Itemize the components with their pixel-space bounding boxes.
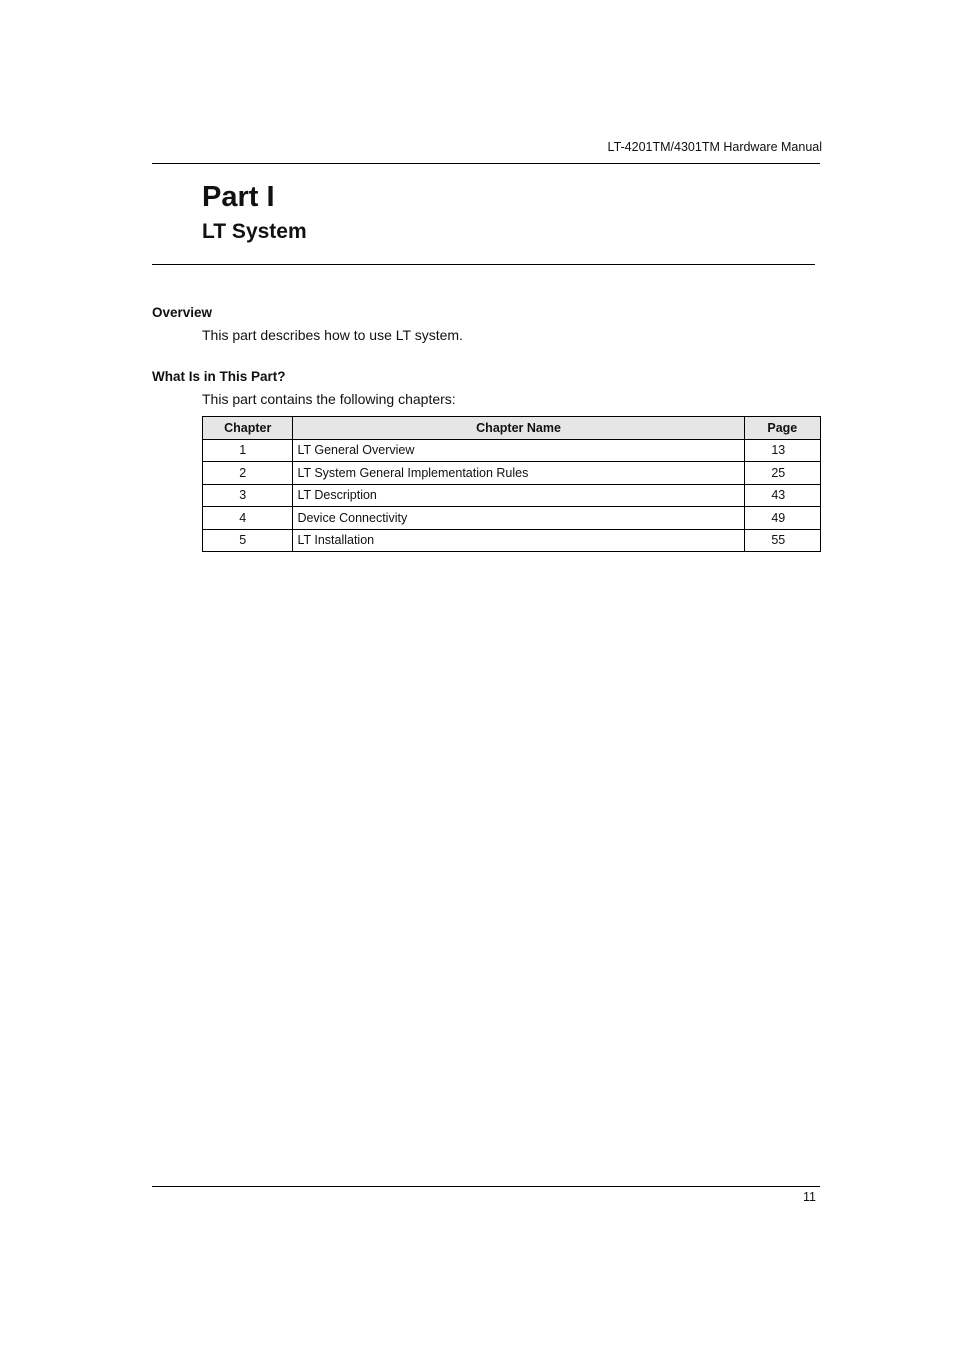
- table-header-row: [203, 417, 821, 440]
- chapter-name: LT Installation: [293, 529, 744, 552]
- chapter-name: LT General Overview: [293, 439, 744, 462]
- column-header-chapter: Chapter: [203, 417, 293, 440]
- chapter-name: LT System General Implementation Rules: [293, 462, 744, 485]
- chapter-page: 55: [744, 529, 820, 552]
- part-subtitle: LT System: [202, 220, 307, 243]
- chapter-page: 43: [744, 484, 820, 507]
- chapter-number: 2: [203, 462, 293, 485]
- chapter-page: 49: [744, 507, 820, 530]
- table-row: [203, 462, 821, 485]
- chapter-number: 4: [203, 507, 293, 530]
- table-row: [203, 529, 821, 552]
- chapter-number: 1: [203, 439, 293, 462]
- footer-divider: [152, 1186, 820, 1187]
- overview-heading: Overview: [152, 305, 213, 320]
- column-header-chapter-name: Chapter Name: [293, 417, 744, 440]
- what-is-heading: What Is in This Part?: [152, 369, 286, 384]
- chapter-name: Device Connectivity: [293, 507, 744, 530]
- what-is-text: This part contains the following chapters:: [202, 391, 456, 407]
- chapter-number: 5: [203, 529, 293, 552]
- part-title: Part I: [202, 181, 275, 213]
- chapter-number: 3: [203, 484, 293, 507]
- header-divider: [152, 163, 820, 164]
- chapter-name: LT Description: [293, 484, 744, 507]
- chapter-page: 25: [744, 462, 820, 485]
- chapter-page: 13: [744, 439, 820, 462]
- overview-text: This part describes how to use LT system.: [202, 327, 463, 343]
- title-divider: [152, 264, 815, 265]
- page-number: 11: [803, 1190, 816, 1204]
- running-header: LT-4201TM/4301TM Hardware Manual: [607, 140, 822, 154]
- table-row: [203, 507, 821, 530]
- column-header-page: Page: [744, 417, 820, 440]
- table-row: [203, 439, 821, 462]
- chapters-table: [202, 416, 821, 552]
- table-row: [203, 484, 821, 507]
